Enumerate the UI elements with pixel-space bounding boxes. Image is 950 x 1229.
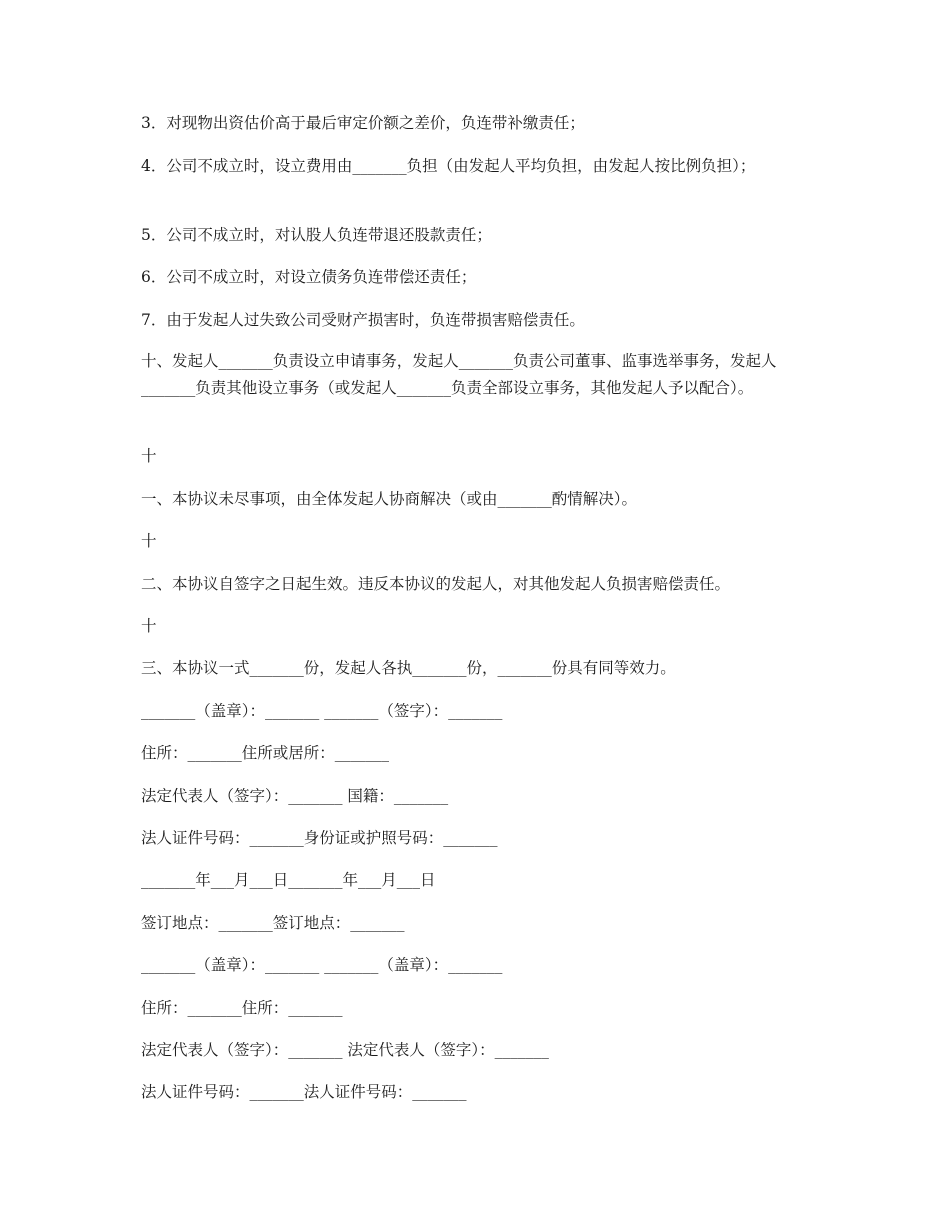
representative-line: 法定代表人（签字）：_______ 国籍：_______ — [141, 787, 449, 805]
article-11-heading: 十 — [141, 447, 157, 465]
id-number-line-2: 法人证件号码：_______法人证件号码：_______ — [141, 1083, 467, 1101]
article-13: 三、本协议一式_______份，发起人各执_______份，_______份具有同等效力。 — [141, 659, 676, 677]
article-13-heading: 十 — [141, 617, 157, 635]
article-12: 二、本协议自签字之日起生效。违反本协议的发起人，对其他发起人负损害赔偿责任。 — [141, 575, 731, 593]
clause-3: 3．对现物出资估价高于最后审定价额之差价，负连带补缴责任； — [141, 114, 585, 132]
article-10: 十、发起人_______负责设立申请事务，发起人_______负责公司董事、监事选举事务，发起人_______负责其他设立事务（或发起人_______负责全部设立事务，其他发起人予以配合）。 — [141, 352, 777, 397]
id-number-line: 法人证件号码：_______身份证或护照号码：_______ — [141, 829, 498, 847]
article-11: 一、本协议未尽事项，由全体发起人协商解决（或由_______酌情解决）。 — [141, 490, 638, 508]
clause-5: 5．公司不成立时，对认股人负连带退还股款责任； — [141, 226, 492, 244]
seal-line-2: _______（盖章）：_______ _______（盖章）：_______ — [141, 956, 503, 974]
clause-7: 7．由于发起人过失致公司受财产损害时，负连带损害赔偿责任。 — [141, 311, 585, 329]
signing-place-line: 签订地点：_______签订地点：_______ — [141, 914, 405, 932]
article-12-heading: 十 — [141, 532, 157, 550]
clause-6: 6．公司不成立时，对设立债务负连带偿还责任； — [141, 268, 477, 286]
representative-line-2: 法定代表人（签字）：_______ 法定代表人（签字）：_______ — [141, 1041, 549, 1059]
address-line-2: 住所：_______住所：_______ — [141, 999, 343, 1017]
address-line: 住所：_______住所或居所：_______ — [141, 744, 390, 762]
date-line: _______年___月___日_______年___月___日 — [141, 871, 436, 889]
signature-seal-line: _______（盖章）：_______ _______（签字）：_______ — [141, 702, 503, 720]
clause-4: 4．公司不成立时，设立费用由_______负担（由发起人平均负担，由发起人按比例负担）； — [141, 157, 756, 175]
